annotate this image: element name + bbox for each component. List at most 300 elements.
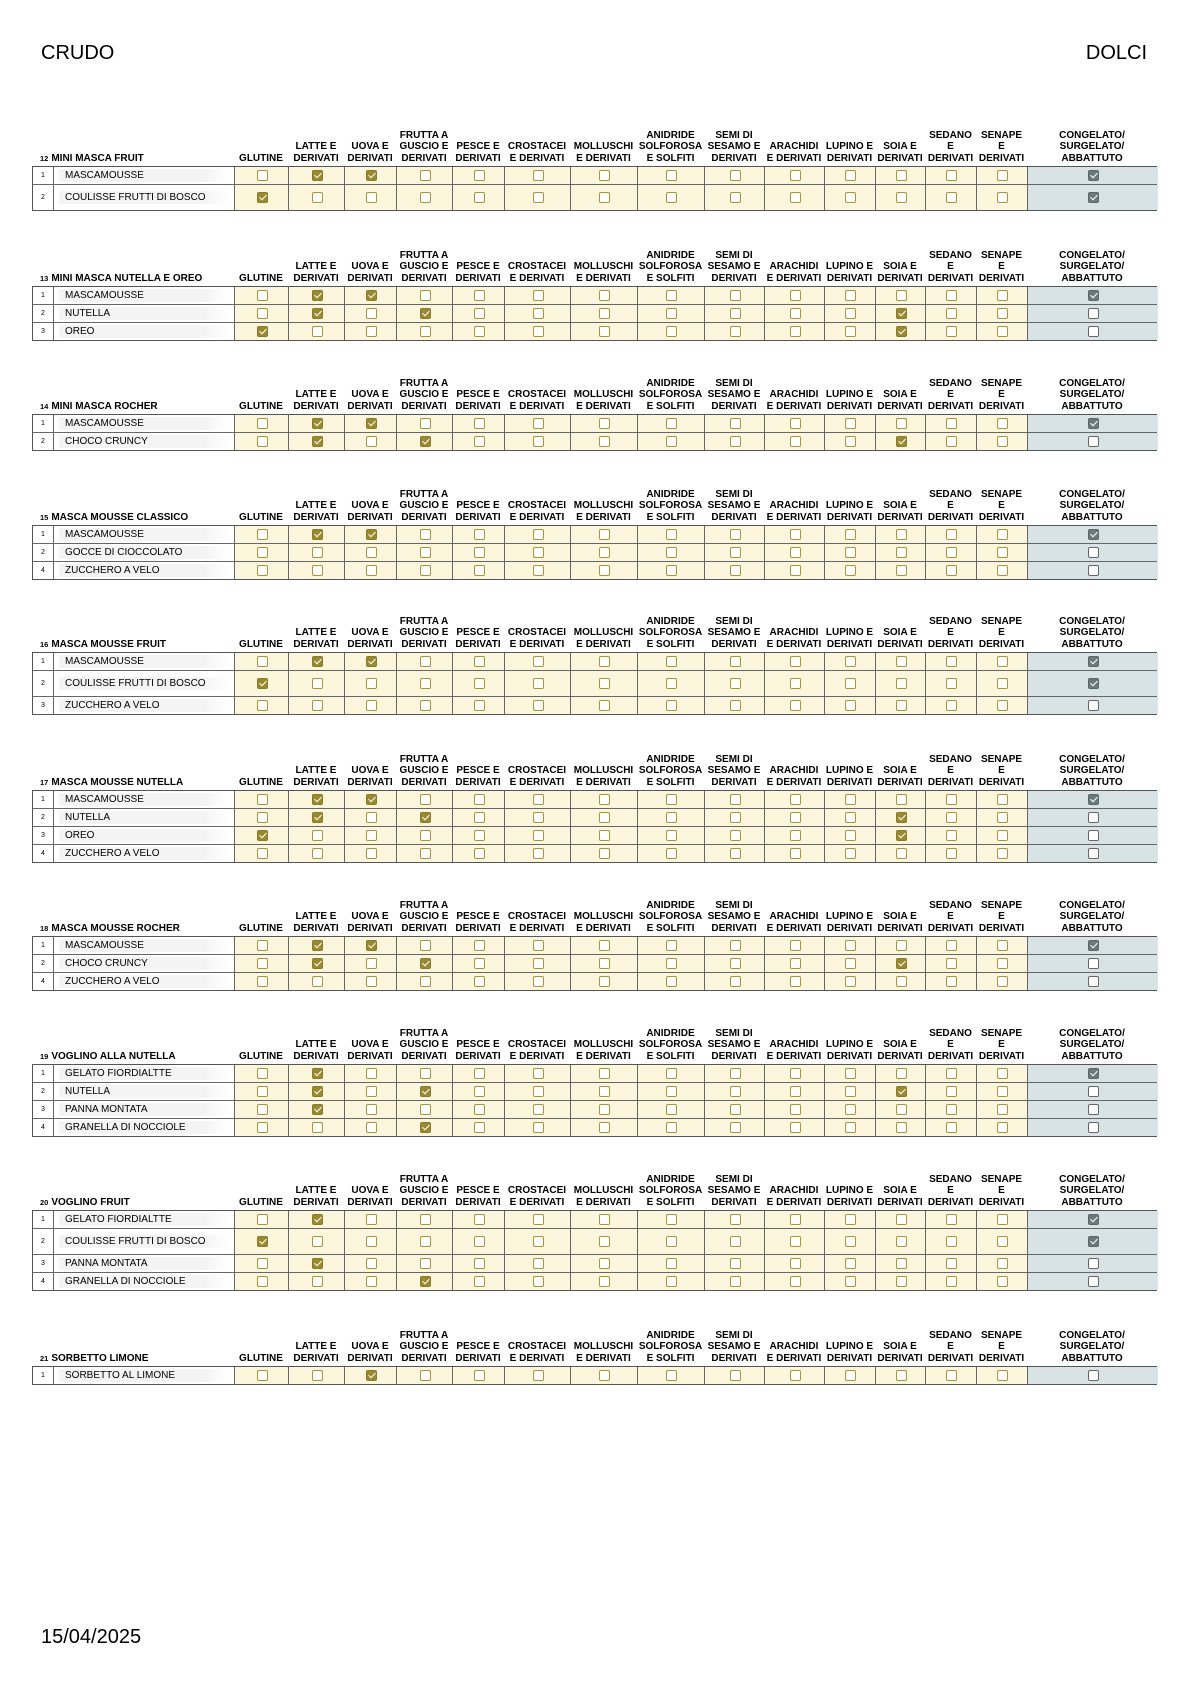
checkbox-unchecked-icon[interactable] [366, 1122, 377, 1133]
checkbox-unchecked-icon[interactable] [997, 976, 1008, 987]
checkbox-unchecked-icon[interactable] [790, 700, 801, 711]
checkbox-checked-icon[interactable] [312, 170, 323, 181]
checkbox-unchecked-icon[interactable] [533, 436, 544, 447]
checkbox-unchecked-icon[interactable] [257, 418, 268, 429]
checkbox-unchecked-icon[interactable] [790, 656, 801, 667]
checkbox-checked-icon[interactable] [257, 678, 268, 689]
checkbox-unchecked-icon[interactable] [474, 940, 485, 951]
checkbox-unchecked-icon[interactable] [599, 326, 610, 337]
checkbox-unchecked-icon[interactable] [997, 940, 1008, 951]
checkbox-unchecked-icon[interactable] [257, 700, 268, 711]
checkbox-unchecked-icon[interactable] [599, 1236, 610, 1247]
checkbox-unchecked-icon[interactable] [845, 794, 856, 805]
checkbox-unchecked-icon[interactable] [474, 812, 485, 823]
checkbox-unchecked-icon[interactable] [730, 812, 741, 823]
checkbox-unchecked-icon[interactable] [420, 940, 431, 951]
checkbox-checked-icon[interactable] [1088, 940, 1099, 951]
checkbox-unchecked-icon[interactable] [257, 1370, 268, 1381]
checkbox-unchecked-icon[interactable] [845, 1104, 856, 1115]
checkbox-unchecked-icon[interactable] [997, 529, 1008, 540]
checkbox-checked-icon[interactable] [366, 940, 377, 951]
checkbox-unchecked-icon[interactable] [845, 976, 856, 987]
checkbox-unchecked-icon[interactable] [420, 976, 431, 987]
checkbox-unchecked-icon[interactable] [845, 290, 856, 301]
checkbox-unchecked-icon[interactable] [599, 700, 610, 711]
checkbox-checked-icon[interactable] [366, 418, 377, 429]
checkbox-unchecked-icon[interactable] [997, 565, 1008, 576]
checkbox-unchecked-icon[interactable] [420, 1258, 431, 1269]
checkbox-unchecked-icon[interactable] [896, 1236, 907, 1247]
checkbox-unchecked-icon[interactable] [790, 436, 801, 447]
checkbox-unchecked-icon[interactable] [845, 830, 856, 841]
checkbox-checked-icon[interactable] [312, 1086, 323, 1097]
checkbox-unchecked-icon[interactable] [666, 529, 677, 540]
checkbox-checked-icon[interactable] [366, 656, 377, 667]
checkbox-unchecked-icon[interactable] [420, 1236, 431, 1247]
checkbox-unchecked-icon[interactable] [599, 678, 610, 689]
checkbox-unchecked-icon[interactable] [474, 1086, 485, 1097]
checkbox-unchecked-icon[interactable] [474, 1104, 485, 1115]
checkbox-unchecked-icon[interactable] [896, 1104, 907, 1115]
checkbox-unchecked-icon[interactable] [474, 529, 485, 540]
checkbox-unchecked-icon[interactable] [533, 1086, 544, 1097]
checkbox-unchecked-icon[interactable] [420, 418, 431, 429]
checkbox-unchecked-icon[interactable] [845, 1370, 856, 1381]
checkbox-checked-icon[interactable] [257, 830, 268, 841]
checkbox-unchecked-icon[interactable] [420, 700, 431, 711]
checkbox-unchecked-icon[interactable] [997, 418, 1008, 429]
checkbox-unchecked-icon[interactable] [366, 1236, 377, 1247]
checkbox-unchecked-icon[interactable] [790, 290, 801, 301]
checkbox-unchecked-icon[interactable] [312, 192, 323, 203]
checkbox-unchecked-icon[interactable] [730, 547, 741, 558]
checkbox-unchecked-icon[interactable] [997, 1068, 1008, 1079]
checkbox-unchecked-icon[interactable] [790, 794, 801, 805]
checkbox-unchecked-icon[interactable] [997, 812, 1008, 823]
checkbox-unchecked-icon[interactable] [474, 418, 485, 429]
checkbox-unchecked-icon[interactable] [533, 1276, 544, 1287]
checkbox-checked-icon[interactable] [366, 170, 377, 181]
checkbox-unchecked-icon[interactable] [730, 308, 741, 319]
checkbox-unchecked-icon[interactable] [946, 529, 957, 540]
checkbox-unchecked-icon[interactable] [946, 308, 957, 319]
checkbox-unchecked-icon[interactable] [896, 700, 907, 711]
checkbox-unchecked-icon[interactable] [420, 794, 431, 805]
checkbox-unchecked-icon[interactable] [845, 308, 856, 319]
checkbox-unchecked-icon[interactable] [257, 976, 268, 987]
checkbox-unchecked-icon[interactable] [599, 958, 610, 969]
checkbox-unchecked-icon[interactable] [730, 678, 741, 689]
checkbox-unchecked-icon[interactable] [599, 812, 610, 823]
checkbox-unchecked-icon[interactable] [730, 700, 741, 711]
checkbox-unchecked-icon[interactable] [474, 192, 485, 203]
checkbox-unchecked-icon[interactable] [599, 1258, 610, 1269]
checkbox-unchecked-icon[interactable] [366, 700, 377, 711]
checkbox-unchecked-icon[interactable] [533, 940, 544, 951]
checkbox-unchecked-icon[interactable] [946, 547, 957, 558]
checkbox-unchecked-icon[interactable] [599, 418, 610, 429]
checkbox-unchecked-icon[interactable] [730, 1258, 741, 1269]
checkbox-unchecked-icon[interactable] [474, 436, 485, 447]
checkbox-unchecked-icon[interactable] [666, 830, 677, 841]
checkbox-unchecked-icon[interactable] [666, 1104, 677, 1115]
checkbox-unchecked-icon[interactable] [730, 436, 741, 447]
checkbox-unchecked-icon[interactable] [896, 1122, 907, 1133]
checkbox-unchecked-icon[interactable] [420, 192, 431, 203]
checkbox-unchecked-icon[interactable] [533, 678, 544, 689]
checkbox-unchecked-icon[interactable] [666, 1068, 677, 1079]
checkbox-checked-icon[interactable] [1088, 170, 1099, 181]
checkbox-unchecked-icon[interactable] [666, 1122, 677, 1133]
checkbox-checked-icon[interactable] [1088, 794, 1099, 805]
checkbox-unchecked-icon[interactable] [533, 958, 544, 969]
checkbox-unchecked-icon[interactable] [997, 830, 1008, 841]
checkbox-unchecked-icon[interactable] [666, 1258, 677, 1269]
checkbox-unchecked-icon[interactable] [845, 700, 856, 711]
checkbox-unchecked-icon[interactable] [730, 1068, 741, 1079]
checkbox-checked-icon[interactable] [366, 1370, 377, 1381]
checkbox-unchecked-icon[interactable] [790, 1370, 801, 1381]
checkbox-unchecked-icon[interactable] [946, 958, 957, 969]
checkbox-unchecked-icon[interactable] [257, 848, 268, 859]
checkbox-unchecked-icon[interactable] [946, 700, 957, 711]
checkbox-unchecked-icon[interactable] [730, 290, 741, 301]
checkbox-unchecked-icon[interactable] [845, 1236, 856, 1247]
checkbox-unchecked-icon[interactable] [790, 1104, 801, 1115]
checkbox-unchecked-icon[interactable] [666, 1214, 677, 1225]
checkbox-unchecked-icon[interactable] [790, 192, 801, 203]
checkbox-unchecked-icon[interactable] [366, 326, 377, 337]
checkbox-unchecked-icon[interactable] [533, 656, 544, 667]
checkbox-unchecked-icon[interactable] [845, 418, 856, 429]
checkbox-checked-icon[interactable] [1088, 529, 1099, 540]
checkbox-checked-icon[interactable] [312, 656, 323, 667]
checkbox-unchecked-icon[interactable] [896, 1370, 907, 1381]
checkbox-unchecked-icon[interactable] [1088, 830, 1099, 841]
checkbox-unchecked-icon[interactable] [257, 547, 268, 558]
checkbox-unchecked-icon[interactable] [790, 326, 801, 337]
checkbox-unchecked-icon[interactable] [599, 170, 610, 181]
checkbox-unchecked-icon[interactable] [257, 940, 268, 951]
checkbox-unchecked-icon[interactable] [997, 700, 1008, 711]
checkbox-unchecked-icon[interactable] [790, 958, 801, 969]
checkbox-unchecked-icon[interactable] [420, 290, 431, 301]
checkbox-unchecked-icon[interactable] [790, 1122, 801, 1133]
checkbox-unchecked-icon[interactable] [845, 1068, 856, 1079]
checkbox-unchecked-icon[interactable] [790, 1068, 801, 1079]
checkbox-unchecked-icon[interactable] [730, 565, 741, 576]
checkbox-unchecked-icon[interactable] [666, 565, 677, 576]
checkbox-unchecked-icon[interactable] [599, 976, 610, 987]
checkbox-unchecked-icon[interactable] [366, 1214, 377, 1225]
checkbox-unchecked-icon[interactable] [666, 1276, 677, 1287]
checkbox-unchecked-icon[interactable] [257, 1258, 268, 1269]
checkbox-unchecked-icon[interactable] [599, 1276, 610, 1287]
checkbox-unchecked-icon[interactable] [790, 830, 801, 841]
checkbox-unchecked-icon[interactable] [997, 1258, 1008, 1269]
checkbox-unchecked-icon[interactable] [845, 326, 856, 337]
checkbox-unchecked-icon[interactable] [997, 678, 1008, 689]
checkbox-checked-icon[interactable] [366, 529, 377, 540]
checkbox-unchecked-icon[interactable] [946, 565, 957, 576]
checkbox-unchecked-icon[interactable] [599, 1370, 610, 1381]
checkbox-unchecked-icon[interactable] [997, 848, 1008, 859]
checkbox-unchecked-icon[interactable] [790, 1236, 801, 1247]
checkbox-unchecked-icon[interactable] [730, 170, 741, 181]
checkbox-unchecked-icon[interactable] [1088, 1086, 1099, 1097]
checkbox-unchecked-icon[interactable] [896, 1214, 907, 1225]
checkbox-unchecked-icon[interactable] [997, 436, 1008, 447]
checkbox-checked-icon[interactable] [896, 958, 907, 969]
checkbox-unchecked-icon[interactable] [946, 170, 957, 181]
checkbox-unchecked-icon[interactable] [366, 1068, 377, 1079]
checkbox-unchecked-icon[interactable] [946, 976, 957, 987]
checkbox-unchecked-icon[interactable] [946, 418, 957, 429]
checkbox-unchecked-icon[interactable] [533, 848, 544, 859]
checkbox-unchecked-icon[interactable] [666, 958, 677, 969]
checkbox-unchecked-icon[interactable] [666, 547, 677, 558]
checkbox-unchecked-icon[interactable] [845, 678, 856, 689]
checkbox-unchecked-icon[interactable] [946, 1214, 957, 1225]
checkbox-unchecked-icon[interactable] [257, 656, 268, 667]
checkbox-unchecked-icon[interactable] [599, 308, 610, 319]
checkbox-unchecked-icon[interactable] [533, 794, 544, 805]
checkbox-unchecked-icon[interactable] [790, 565, 801, 576]
checkbox-unchecked-icon[interactable] [1088, 1104, 1099, 1115]
checkbox-unchecked-icon[interactable] [420, 1214, 431, 1225]
checkbox-unchecked-icon[interactable] [312, 326, 323, 337]
checkbox-checked-icon[interactable] [312, 958, 323, 969]
checkbox-unchecked-icon[interactable] [730, 656, 741, 667]
checkbox-unchecked-icon[interactable] [420, 1068, 431, 1079]
checkbox-unchecked-icon[interactable] [790, 940, 801, 951]
checkbox-unchecked-icon[interactable] [896, 192, 907, 203]
checkbox-unchecked-icon[interactable] [946, 940, 957, 951]
checkbox-checked-icon[interactable] [896, 830, 907, 841]
checkbox-unchecked-icon[interactable] [366, 958, 377, 969]
checkbox-unchecked-icon[interactable] [366, 547, 377, 558]
checkbox-unchecked-icon[interactable] [312, 547, 323, 558]
checkbox-unchecked-icon[interactable] [946, 1370, 957, 1381]
checkbox-unchecked-icon[interactable] [257, 170, 268, 181]
checkbox-unchecked-icon[interactable] [896, 1258, 907, 1269]
checkbox-unchecked-icon[interactable] [1088, 1370, 1099, 1381]
checkbox-checked-icon[interactable] [312, 1068, 323, 1079]
checkbox-checked-icon[interactable] [1088, 1068, 1099, 1079]
checkbox-checked-icon[interactable] [366, 794, 377, 805]
checkbox-unchecked-icon[interactable] [1088, 812, 1099, 823]
checkbox-unchecked-icon[interactable] [946, 326, 957, 337]
checkbox-unchecked-icon[interactable] [533, 1258, 544, 1269]
checkbox-unchecked-icon[interactable] [599, 830, 610, 841]
checkbox-unchecked-icon[interactable] [533, 1236, 544, 1247]
checkbox-checked-icon[interactable] [312, 290, 323, 301]
checkbox-unchecked-icon[interactable] [1088, 436, 1099, 447]
checkbox-unchecked-icon[interactable] [599, 1068, 610, 1079]
checkbox-unchecked-icon[interactable] [420, 1104, 431, 1115]
checkbox-unchecked-icon[interactable] [366, 1258, 377, 1269]
checkbox-unchecked-icon[interactable] [257, 290, 268, 301]
checkbox-unchecked-icon[interactable] [730, 1086, 741, 1097]
checkbox-unchecked-icon[interactable] [366, 565, 377, 576]
checkbox-unchecked-icon[interactable] [730, 1214, 741, 1225]
checkbox-unchecked-icon[interactable] [730, 1122, 741, 1133]
checkbox-unchecked-icon[interactable] [790, 418, 801, 429]
checkbox-unchecked-icon[interactable] [599, 940, 610, 951]
checkbox-unchecked-icon[interactable] [420, 547, 431, 558]
checkbox-checked-icon[interactable] [1088, 290, 1099, 301]
checkbox-unchecked-icon[interactable] [997, 326, 1008, 337]
checkbox-unchecked-icon[interactable] [790, 1276, 801, 1287]
checkbox-unchecked-icon[interactable] [790, 308, 801, 319]
checkbox-unchecked-icon[interactable] [474, 565, 485, 576]
checkbox-unchecked-icon[interactable] [896, 678, 907, 689]
checkbox-unchecked-icon[interactable] [730, 794, 741, 805]
checkbox-unchecked-icon[interactable] [1088, 1122, 1099, 1133]
checkbox-unchecked-icon[interactable] [474, 656, 485, 667]
checkbox-unchecked-icon[interactable] [257, 1276, 268, 1287]
checkbox-unchecked-icon[interactable] [730, 1370, 741, 1381]
checkbox-unchecked-icon[interactable] [946, 1122, 957, 1133]
checkbox-unchecked-icon[interactable] [845, 958, 856, 969]
checkbox-unchecked-icon[interactable] [1088, 700, 1099, 711]
checkbox-unchecked-icon[interactable] [896, 940, 907, 951]
checkbox-unchecked-icon[interactable] [845, 1214, 856, 1225]
checkbox-unchecked-icon[interactable] [599, 1214, 610, 1225]
checkbox-unchecked-icon[interactable] [474, 848, 485, 859]
checkbox-unchecked-icon[interactable] [420, 848, 431, 859]
checkbox-unchecked-icon[interactable] [257, 1214, 268, 1225]
checkbox-unchecked-icon[interactable] [730, 940, 741, 951]
checkbox-unchecked-icon[interactable] [366, 848, 377, 859]
checkbox-unchecked-icon[interactable] [533, 308, 544, 319]
checkbox-unchecked-icon[interactable] [730, 848, 741, 859]
checkbox-unchecked-icon[interactable] [790, 170, 801, 181]
checkbox-unchecked-icon[interactable] [599, 436, 610, 447]
checkbox-checked-icon[interactable] [420, 1122, 431, 1133]
checkbox-unchecked-icon[interactable] [997, 170, 1008, 181]
checkbox-unchecked-icon[interactable] [666, 326, 677, 337]
checkbox-checked-icon[interactable] [896, 812, 907, 823]
checkbox-unchecked-icon[interactable] [845, 547, 856, 558]
checkbox-checked-icon[interactable] [1088, 1236, 1099, 1247]
checkbox-checked-icon[interactable] [420, 1276, 431, 1287]
checkbox-unchecked-icon[interactable] [845, 656, 856, 667]
checkbox-checked-icon[interactable] [312, 940, 323, 951]
checkbox-unchecked-icon[interactable] [997, 308, 1008, 319]
checkbox-unchecked-icon[interactable] [533, 1370, 544, 1381]
checkbox-unchecked-icon[interactable] [997, 656, 1008, 667]
checkbox-unchecked-icon[interactable] [366, 192, 377, 203]
checkbox-unchecked-icon[interactable] [533, 1214, 544, 1225]
checkbox-unchecked-icon[interactable] [312, 848, 323, 859]
checkbox-unchecked-icon[interactable] [730, 1276, 741, 1287]
checkbox-unchecked-icon[interactable] [896, 290, 907, 301]
checkbox-unchecked-icon[interactable] [730, 1236, 741, 1247]
checkbox-unchecked-icon[interactable] [366, 436, 377, 447]
checkbox-checked-icon[interactable] [312, 308, 323, 319]
checkbox-unchecked-icon[interactable] [666, 940, 677, 951]
checkbox-unchecked-icon[interactable] [790, 529, 801, 540]
checkbox-checked-icon[interactable] [1088, 656, 1099, 667]
checkbox-unchecked-icon[interactable] [845, 848, 856, 859]
checkbox-unchecked-icon[interactable] [845, 1258, 856, 1269]
checkbox-unchecked-icon[interactable] [845, 1086, 856, 1097]
checkbox-unchecked-icon[interactable] [666, 170, 677, 181]
checkbox-unchecked-icon[interactable] [1088, 958, 1099, 969]
checkbox-unchecked-icon[interactable] [533, 1068, 544, 1079]
checkbox-unchecked-icon[interactable] [366, 1104, 377, 1115]
checkbox-unchecked-icon[interactable] [312, 1276, 323, 1287]
checkbox-checked-icon[interactable] [1088, 418, 1099, 429]
checkbox-unchecked-icon[interactable] [946, 830, 957, 841]
checkbox-unchecked-icon[interactable] [366, 308, 377, 319]
checkbox-unchecked-icon[interactable] [599, 290, 610, 301]
checkbox-unchecked-icon[interactable] [845, 812, 856, 823]
checkbox-unchecked-icon[interactable] [730, 1104, 741, 1115]
checkbox-unchecked-icon[interactable] [599, 656, 610, 667]
checkbox-checked-icon[interactable] [420, 1086, 431, 1097]
checkbox-unchecked-icon[interactable] [666, 812, 677, 823]
checkbox-unchecked-icon[interactable] [790, 1086, 801, 1097]
checkbox-unchecked-icon[interactable] [533, 192, 544, 203]
checkbox-unchecked-icon[interactable] [666, 976, 677, 987]
checkbox-checked-icon[interactable] [1088, 192, 1099, 203]
checkbox-unchecked-icon[interactable] [896, 976, 907, 987]
checkbox-unchecked-icon[interactable] [997, 1276, 1008, 1287]
checkbox-unchecked-icon[interactable] [474, 308, 485, 319]
checkbox-unchecked-icon[interactable] [420, 565, 431, 576]
checkbox-checked-icon[interactable] [420, 812, 431, 823]
checkbox-unchecked-icon[interactable] [1088, 565, 1099, 576]
checkbox-unchecked-icon[interactable] [312, 976, 323, 987]
checkbox-unchecked-icon[interactable] [946, 1068, 957, 1079]
checkbox-unchecked-icon[interactable] [420, 656, 431, 667]
checkbox-unchecked-icon[interactable] [312, 830, 323, 841]
checkbox-unchecked-icon[interactable] [666, 290, 677, 301]
checkbox-unchecked-icon[interactable] [257, 794, 268, 805]
checkbox-unchecked-icon[interactable] [420, 830, 431, 841]
checkbox-unchecked-icon[interactable] [946, 1236, 957, 1247]
checkbox-unchecked-icon[interactable] [790, 1214, 801, 1225]
checkbox-unchecked-icon[interactable] [257, 436, 268, 447]
checkbox-unchecked-icon[interactable] [1088, 848, 1099, 859]
checkbox-unchecked-icon[interactable] [845, 940, 856, 951]
checkbox-unchecked-icon[interactable] [730, 192, 741, 203]
checkbox-checked-icon[interactable] [312, 418, 323, 429]
checkbox-unchecked-icon[interactable] [599, 1104, 610, 1115]
checkbox-unchecked-icon[interactable] [257, 529, 268, 540]
checkbox-unchecked-icon[interactable] [599, 1086, 610, 1097]
checkbox-unchecked-icon[interactable] [366, 1276, 377, 1287]
checkbox-unchecked-icon[interactable] [312, 678, 323, 689]
checkbox-unchecked-icon[interactable] [420, 326, 431, 337]
checkbox-unchecked-icon[interactable] [845, 170, 856, 181]
checkbox-unchecked-icon[interactable] [946, 436, 957, 447]
checkbox-unchecked-icon[interactable] [845, 565, 856, 576]
checkbox-checked-icon[interactable] [312, 812, 323, 823]
checkbox-unchecked-icon[interactable] [533, 547, 544, 558]
checkbox-unchecked-icon[interactable] [533, 830, 544, 841]
checkbox-unchecked-icon[interactable] [730, 418, 741, 429]
checkbox-checked-icon[interactable] [366, 290, 377, 301]
checkbox-unchecked-icon[interactable] [946, 1086, 957, 1097]
checkbox-unchecked-icon[interactable] [533, 812, 544, 823]
checkbox-unchecked-icon[interactable] [599, 192, 610, 203]
checkbox-unchecked-icon[interactable] [420, 170, 431, 181]
checkbox-unchecked-icon[interactable] [666, 1370, 677, 1381]
checkbox-checked-icon[interactable] [257, 1236, 268, 1247]
